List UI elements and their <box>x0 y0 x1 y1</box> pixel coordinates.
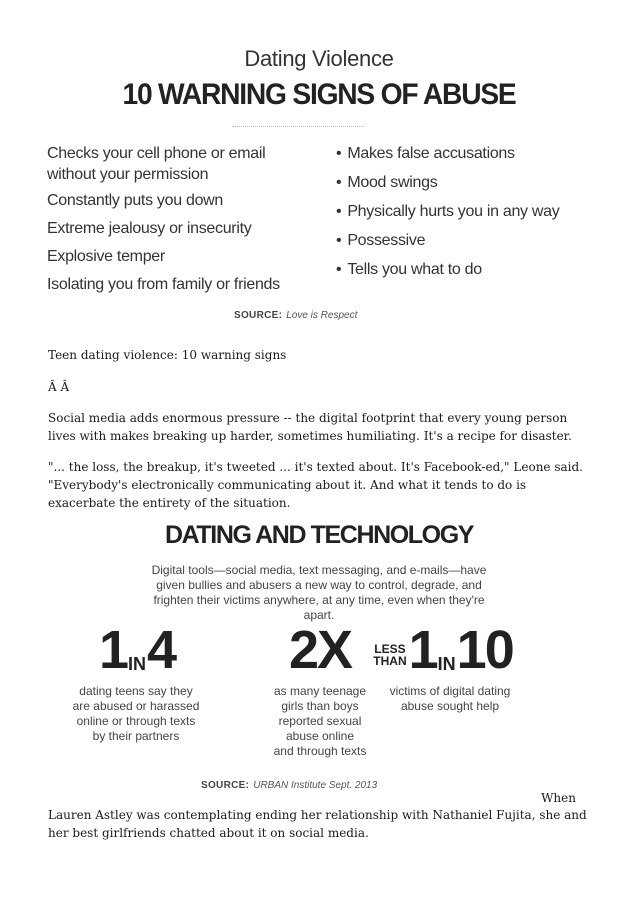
article-paragraph: "... the loss, the breakup, it's tweeted ... it's texted about. It's Facebook-ed," Leone said. "Everybody's electronically communicating about it. And what it tends to do is exacerbate the entirety of the situation. <box>48 460 583 510</box>
warning-sign <box>336 230 559 259</box>
stat-description-line: by their partners <box>92 729 180 743</box>
article-paragraph: Social media adds enormous pressure -- the digital footprint that every young person lives with makes breaking up harder, sometimes humiliating. It's a recipe for disaster. <box>48 411 572 443</box>
warning-sign-label: Mood swings <box>347 174 438 191</box>
warning-sign <box>336 201 559 230</box>
warning-signs-left-column <box>47 143 280 295</box>
stat-number: 1 <box>98 620 127 680</box>
article-paragraph: Lauren Astley was contemplating ending her relationship with Nathaniel Fujita, she and her best girlfriends chatted about it on social media. <box>48 808 587 840</box>
stat-number: 10 <box>456 620 513 680</box>
stat-description-line: girls than boys <box>281 699 359 713</box>
stat-description-line: reported sexual <box>278 714 362 728</box>
warning-sign <box>336 259 559 288</box>
stat-figure <box>373 620 513 680</box>
warning-sign: Explosive temper <box>47 248 165 265</box>
warning-sign: Extreme jealousy or insecurity <box>47 220 252 237</box>
image-caption: Teen dating violence: 10 warning signs <box>48 348 287 362</box>
infographic-title: 10 WARNING SIGNS OF ABUSE <box>122 78 516 111</box>
warning-sign-label: Possessive <box>347 232 426 249</box>
warning-sign: Isolating you from family or friends <box>47 276 280 293</box>
warning-sign-label: Physically hurts you in any way <box>347 203 560 220</box>
warning-sign: without your permission <box>47 166 209 183</box>
stat-qualifier-line: LESS <box>374 642 406 656</box>
stat-description-line: as many teenage <box>273 684 367 698</box>
warning-sign <box>336 172 559 201</box>
infographic-intro: Digital tools—social media, text messaging, and e-mails—have given bullies and abusers a new way to control, degrade, and frighten their victims anywhere, at any time, even when they're apart. <box>151 563 487 622</box>
warning-signs-right-column <box>336 143 559 288</box>
infographic-title: DATING AND TECHNOLOGY <box>164 521 474 549</box>
stat-description-line: dating teens say they <box>79 684 193 698</box>
stat-number: 4 <box>147 620 176 680</box>
infographic-source <box>234 310 357 321</box>
stat-description <box>368 684 532 714</box>
warning-sign: Constantly puts you down <box>47 192 224 209</box>
bullet-icon: • <box>336 145 342 162</box>
stat-qualifier <box>373 643 406 667</box>
bullet-icon: • <box>336 261 342 278</box>
divider <box>232 126 364 127</box>
stat-description-line: online or through texts <box>76 714 196 728</box>
source-name: URBAN Institute Sept. 2013 <box>253 780 378 791</box>
infographic-subtitle: Dating Violence <box>244 46 394 71</box>
source-label: SOURCE: <box>234 310 283 321</box>
warning-sign: Checks your cell phone or email <box>47 145 266 162</box>
stat-description-line: and through texts <box>273 744 367 758</box>
bullet-icon: • <box>336 203 342 220</box>
stat-number: 2X <box>288 620 352 680</box>
source-label: SOURCE: <box>201 780 250 791</box>
stat-description <box>56 684 216 744</box>
stat-qualifier-line: THAN <box>373 654 407 668</box>
warning-sign-label: Tells you what to do <box>347 261 482 278</box>
bullet-icon: • <box>336 174 342 191</box>
source-name: Love is Respect <box>286 310 358 321</box>
article-paragraph-lead: When <box>541 791 576 805</box>
stat-connector: IN <box>128 654 146 674</box>
stat-figure <box>94 620 180 680</box>
warning-sign-label: Makes false accusations <box>347 145 515 162</box>
stat-number: 1 <box>408 620 437 680</box>
stat-figure <box>250 620 390 680</box>
stat-description-line: abuse online <box>285 729 355 743</box>
stat-description-line: victims of digital dating <box>389 684 511 698</box>
stat-description-line: are abused or harassed <box>72 699 200 713</box>
bullet-icon: • <box>336 232 342 249</box>
warning-sign <box>336 143 559 172</box>
stat-description-line: abuse sought help <box>400 699 500 713</box>
stat-connector: IN <box>437 654 456 674</box>
stray-characters: Â Â <box>48 380 70 394</box>
